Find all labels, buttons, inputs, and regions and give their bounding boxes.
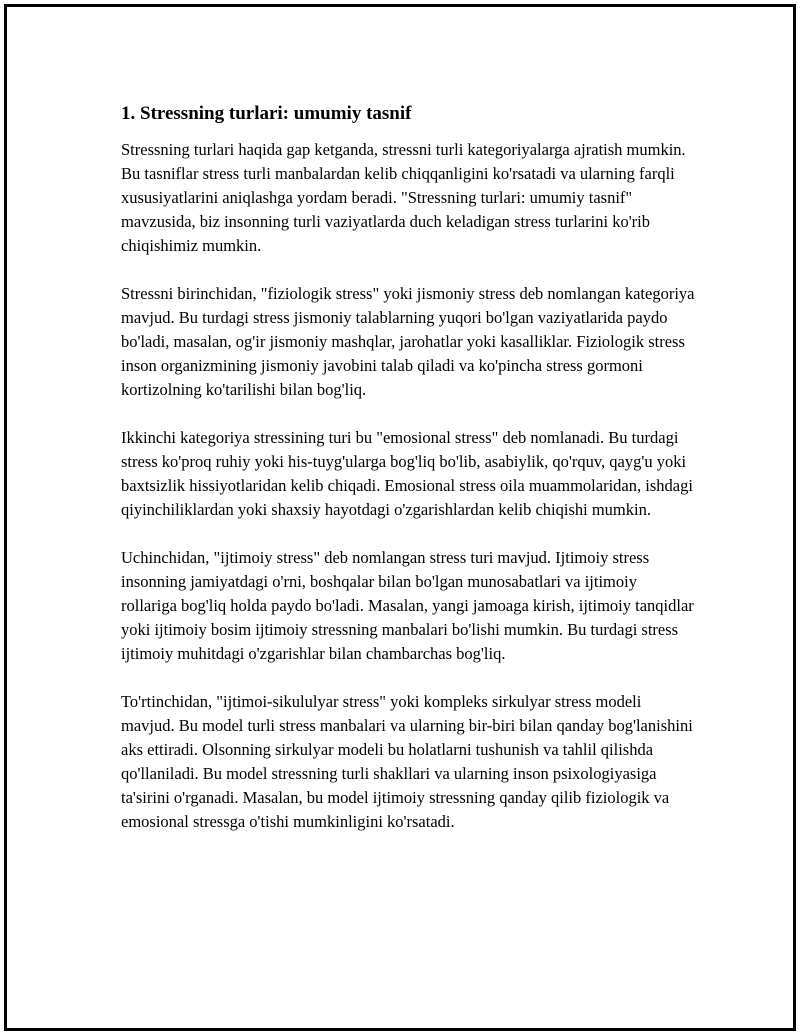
paragraph-social-stress: Uchinchidan, "ijtimoiy stress" deb nomlangan stress turi mavjud. Ijtimoiy stress insonning jamiyatdagi o'rni, boshqalar bilan bo'lgan munosabatlari va ijtimoiy rollariga bog'liq holda paydo bo'ladi. Masalan, yangi jamoaga kirish, ijtimoiy tanqidlar yoki ijtimoiy bosim ijtimoiy stressning manbalari bo'lishi mumkin. Bu turdagi stress ijtimoiy muhitdagi o'zgarishlar bilan chambarchas bog'liq. — [121, 548, 694, 663]
paragraph-emotional-stress: Ikkinchi kategoriya stressining turi bu "emosional stress" deb nomlanadi. Bu turdagi stress ko'proq ruhiy yoki his-tuyg'ularga bog'liq bo'lib, asabiylik, qo'rquv, qayg'u yoki baxtsizlik hissiyotlaridan kelib chiqadi. Emosional stress oila muammolaridan, ishdagi qiyinchiliklardan yoki shaxsiy hayotdagi o'zgarishlardan kelib chiqishi mumkin. — [121, 428, 693, 519]
page-frame — [4, 4, 796, 1031]
paragraph-intro: Stressning turlari haqida gap ketganda, stressni turli kategoriyalarga ajratish mumkin. Bu tasniflar stress turli manbalardan kelib chiqqanligini ko'rsatadi va ularning farqli xususiyatlarini aniqlashga yordam beradi. "Stressning turlari: umumiy tasnif" mavzusida, biz insonning turli vaziyatlarda duch keladigan stress turlarini ko'rib chiqishimiz mumkin. — [121, 140, 686, 255]
document-body — [121, 102, 696, 858]
paragraph-circular-model: To'rtinchidan, "ijtimoi-sikululyar stress" yoki kompleks sirkulyar stress modeli mavjud. Bu model turli stress manbalari va ularning bir-biri bilan qanday bog'lanishini aks ettiradi. Olsonning sirkulyar modeli bu holatlarni tushunish va tahlil qilishda qo'llaniladi. Bu model stressning turli shakllari va ularning inson psixologiyasiga ta'sirini o'rganadi. Masalan, bu model ijtimoiy stressning qanday qilib fiziologik va emosional stressga o'tishi mumkinligini ko'rsatadi. — [121, 692, 693, 831]
paragraph-physiological-stress: Stressni birinchidan, "fiziologik stress" yoki jismoniy stress deb nomlangan kategoriya mavjud. Bu turdagi stress jismoniy talablarning yuqori bo'lgan vaziyatlarida paydo bo'ladi, masalan, og'ir jismoniy mashqlar, jarohatlar yoki kasalliklar. Fiziologik stress inson organizmining jismoniy javobini talab qiladi va ko'pincha stress gormoni kortizolning ko'tarilishi bilan bog'liq. — [121, 284, 695, 399]
section-heading: 1. Stressning turlari: umumiy tasnif — [121, 103, 412, 124]
